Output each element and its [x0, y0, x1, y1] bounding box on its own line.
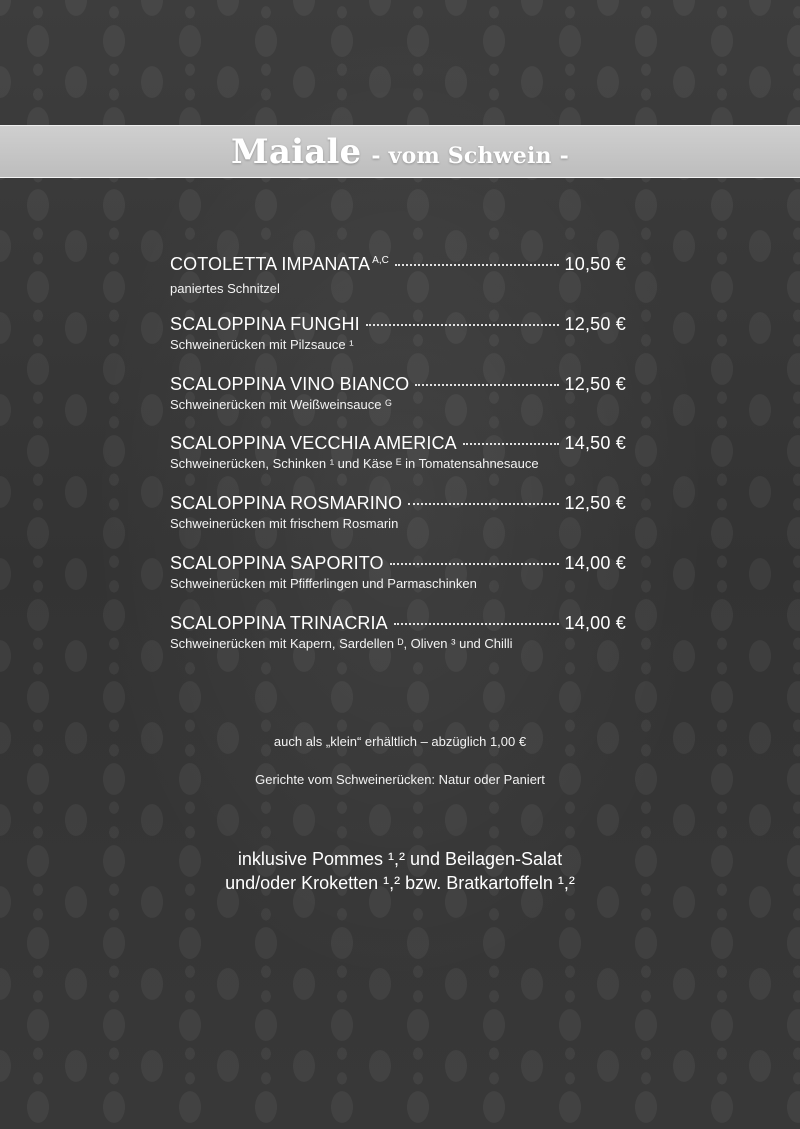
dish-name: SCALOPPINA VINO BIANCO [170, 373, 410, 394]
menu-item-row [170, 491, 626, 515]
dish-description: Schweinerücken mit frischem Rosmarin [170, 516, 399, 532]
page-title [231, 132, 569, 172]
menu-item [170, 372, 626, 432]
dish-description: Schweinerücken mit Pilzsauce ¹ [170, 336, 354, 352]
dish-price: 12,50 € [564, 493, 626, 514]
menu-item [170, 312, 626, 372]
menu-item-row [170, 551, 626, 575]
dish-price: 14,00 € [564, 552, 626, 573]
dot-leader [366, 324, 559, 326]
dish-price: 12,50 € [564, 373, 626, 394]
dish-price: 14,50 € [564, 433, 626, 454]
title-subtitle: - vom Schwein - [371, 142, 569, 169]
sides-line-1: inklusive Pommes ¹,² und Beilagen-Salat [237, 849, 563, 869]
menu-item-row [170, 312, 626, 336]
dish-name: SCALOPPINA SAPORITO [170, 552, 384, 573]
dish-description: Schweinerücken mit Weißweinsauce ᴳ [170, 396, 392, 412]
dot-leader [394, 623, 559, 625]
dot-leader [395, 264, 559, 266]
dot-leader [415, 384, 558, 386]
small-portion-note: auch als „klein“ erhältlich – abzüglich 1,00 € [273, 734, 527, 749]
menu-item-row [170, 372, 626, 396]
dish-name: SCALOPPINA TRINACRIA [170, 612, 388, 633]
menu-item [170, 611, 626, 671]
menu-item [170, 491, 626, 551]
dish-name: SCALOPPINA ROSMARINO [170, 493, 403, 514]
menu-item [170, 551, 626, 611]
menu-item [170, 431, 626, 491]
dish-description: Schweinerücken mit Kapern, Sardellen ᴰ, Oliven ³ und Chilli [170, 635, 513, 651]
menu-item-row [170, 252, 626, 280]
dot-leader [408, 503, 558, 505]
dot-leader [463, 443, 559, 445]
sides-line-2: und/oder Kroketten ¹,² bzw. Bratkartoffeln ¹,² [225, 873, 575, 893]
dish-price: 12,50 € [564, 313, 626, 334]
menu-item-row [170, 611, 626, 635]
menu-item [170, 252, 626, 312]
title-band [0, 125, 800, 178]
dot-leader [390, 563, 559, 565]
dish-description: Schweinerücken mit Pfifferlingen und Parmaschinken [170, 575, 477, 591]
dish-description: Schweinerücken, Schinken ¹ und Käse ᴱ in Tomatensahnesauce [170, 456, 539, 472]
dish-price: 14,00 € [564, 612, 626, 633]
allergen-marker: A,C [372, 255, 389, 266]
menu-item-row [170, 431, 626, 455]
dish-name: SCALOPPINA FUNGHI [170, 313, 360, 334]
dish-price: 10,50 € [564, 254, 626, 274]
dish-name: COTOLETTA IMPANATA [170, 254, 371, 274]
preparation-note: Gerichte vom Schweinerücken: Natur oder Paniert [255, 772, 545, 787]
menu-list [170, 252, 626, 671]
title-main: Maiale [231, 131, 362, 172]
dish-name: SCALOPPINA VECCHIA AMERICA [170, 433, 457, 454]
dish-description: paniertes Schnitzel [170, 281, 280, 296]
